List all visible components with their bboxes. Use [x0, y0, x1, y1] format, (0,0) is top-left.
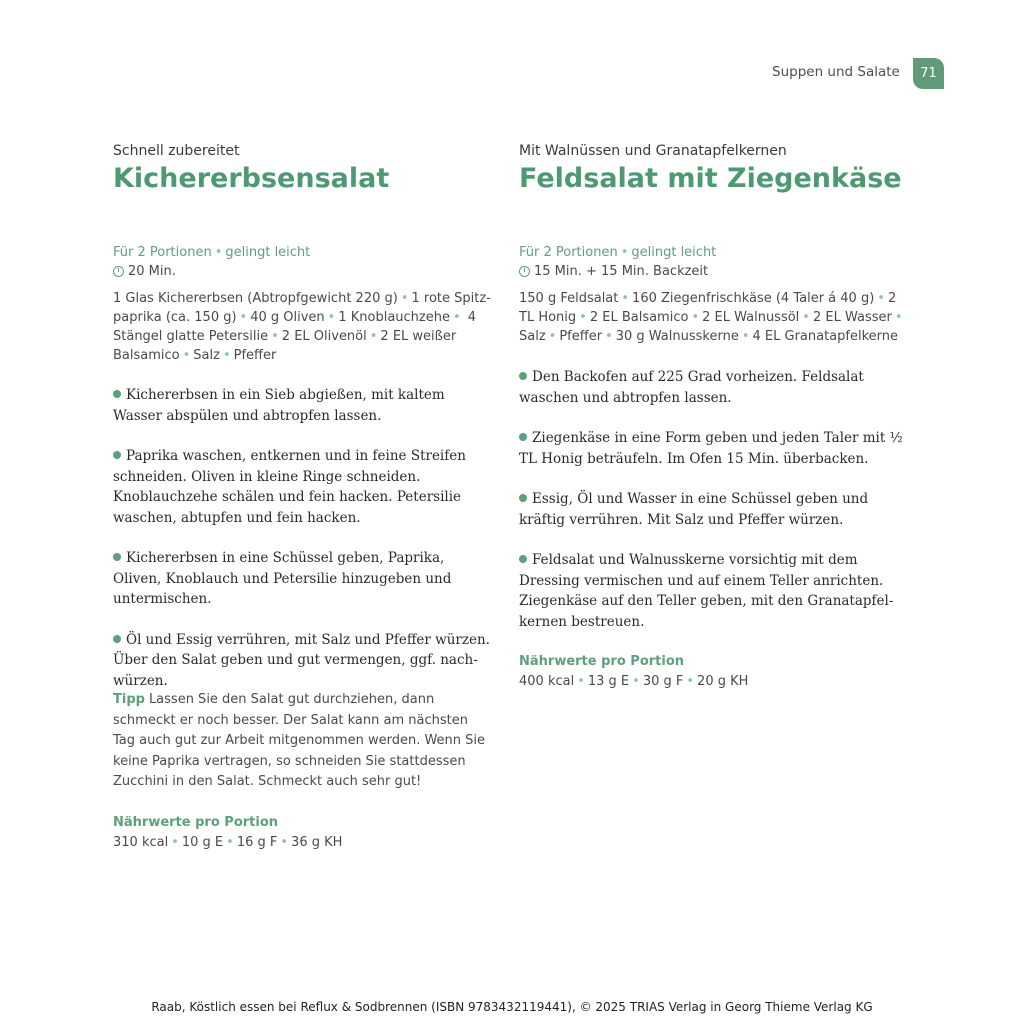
recipe-kicker: Mit Walnüssen und Granatapfelkernen: [519, 143, 787, 159]
clock-icon: [113, 266, 124, 277]
ingredient: 40 g Oliven: [250, 310, 325, 325]
ingredient: 2 EL weißer Balsamico: [113, 329, 457, 363]
separator-dot: •: [620, 245, 629, 260]
step-item: Öl und Essig verrühren, mit Salz und Pfeffer würzen. Über den Salat geben und gut vermengen, ggf. nachwürzen.: [113, 631, 490, 689]
step-item: Kichererbsen in eine Schüssel geben, Paprika, Oliven, Knoblauch und Petersilie hinzugeben und untermischen.: [113, 550, 452, 607]
ingredient: 4 Stängel glatte Petersilie: [113, 310, 477, 344]
ingredient: Salz: [193, 348, 220, 363]
recipe-feldsalat: [519, 143, 909, 689]
clock-icon: [519, 266, 530, 277]
ingredient: 4 EL Granatapfelkerne: [752, 329, 899, 344]
bullet-icon: [519, 372, 527, 380]
ingredient: Pfeffer: [559, 329, 603, 344]
ingredient: 1 Knoblauchzehe: [338, 310, 450, 325]
recipe-title: Kichererbsensalat: [113, 163, 390, 194]
bullet-icon: [113, 553, 121, 561]
difficulty-label: gelingt leicht: [225, 245, 311, 260]
ingredient: 2 EL Olivenöl: [281, 329, 367, 344]
copyright-footer: Raab, Köstlich essen bei Reflux & Sodbrennen (ISBN 9783432119441), © 2025 TRIAS Verlag in Georg Thieme Verlag KG: [151, 1000, 873, 1014]
bullet-icon: [113, 635, 121, 643]
bullet-icon: [519, 433, 527, 441]
tip-label: Tipp: [113, 692, 145, 707]
recipe-kicker: Schnell zubereitet: [113, 143, 240, 159]
ingredients-list: 150 g Feldsalat • 160 Ziegenfrischkäse (4 Taler á 40 g) • 2 TL Honig • 2 EL Balsamico • 2 EL Walnussöl • 2 EL Wasser • Salz • Pfeffer • 30 g Walnusskerne • 4 EL Granatapfelkerne: [519, 291, 903, 344]
steps-list: [113, 385, 493, 711]
bullet-icon: [113, 390, 121, 398]
steps-list: [519, 367, 909, 652]
nutrition-heading: Nährwerte pro Portion: [519, 654, 685, 669]
bullet-icon: [113, 451, 121, 459]
difficulty-label: gelingt leicht: [631, 245, 717, 260]
time-label: 20 Min.: [128, 264, 176, 279]
tip-text: Lassen Sie den Salat gut durchziehen, dann schmeckt er noch besser. Der Salat kann am nächsten Tag auch gut zur Arbeit mitgenommen werden. Wenn Sie keine Paprika vertragen, so schneiden Sie stattdessen Zucchini in den Salat. Schmeckt auch sehr gut!: [113, 692, 486, 789]
step-item: Paprika waschen, entkernen und in feine Streifen schneiden. Oliven in kleine Ringe schneiden. Knoblauchzehe schälen und fein hacken. Petersilie waschen, abtupfen und fein hacken.: [113, 448, 466, 526]
separator-dot: •: [214, 245, 223, 260]
portions-label: Für 2 Portionen: [519, 245, 618, 260]
nutrition-values: 400 kcal • 13 g E • 30 g F • 20 g KH: [519, 674, 749, 689]
ingredient: 2 TL Honig: [519, 291, 897, 325]
step-item: Feldsalat und Walnusskerne vorsichtig mit dem Dressing vermischen und auf einem Teller anrichten. Ziegenkäse auf den Teller geben, mit den Granatapfelkernen bestreuen.: [519, 552, 894, 630]
ingredient: 1 rote Spitzpaprika (ca. 150 g): [113, 291, 491, 325]
portions-label: Für 2 Portionen: [113, 245, 212, 260]
nutrition-info: [519, 652, 748, 692]
ingredient: 150 g Feldsalat: [519, 291, 619, 306]
step-item: Essig, Öl und Wasser in eine Schüssel geben und kräftig verrühren. Mit Salz und Pfeffer würzen.: [519, 491, 869, 528]
bullet-icon: [519, 494, 527, 502]
page-number-badge: 71: [913, 58, 944, 89]
recipe-meta: [519, 243, 716, 281]
nutrition-heading: Nährwerte pro Portion: [113, 815, 279, 830]
step-item: Ziegenkäse in eine Form geben und jeden Taler mit ½ TL Honig beträufeln. Im Ofen 15 Min. überbacken.: [519, 430, 903, 467]
ingredients-list: 1 Glas Kichererbsen (Abtropfgewicht 220 g) • 1 rote Spitzpaprika (ca. 150 g) • 40 g Oliven • 1 Knoblauchzehe • 4 Stängel glatte Petersilie • 2 EL Olivenöl • 2 EL weißer Balsamico • Salz • Pfeffer: [113, 291, 491, 363]
ingredient: 1 Glas Kichererbsen (Abtropfgewicht 220 g): [113, 291, 398, 306]
step-item: Den Backofen auf 225 Grad vorheizen. Feldsalat waschen und abtropfen lassen.: [519, 369, 864, 406]
nutrition-values: 310 kcal • 10 g E • 16 g F • 36 g KH: [113, 835, 343, 850]
ingredient: Salz: [519, 329, 546, 344]
ingredient: 2 EL Balsamico: [589, 310, 689, 325]
recipe-meta: [113, 243, 310, 281]
ingredient: 2 EL Walnussöl: [702, 310, 800, 325]
nutrition-info: [113, 813, 342, 853]
bullet-icon: [519, 555, 527, 563]
recipe-kichererbsensalat: [113, 143, 493, 850]
ingredient: 160 Ziegenfrischkäse (4 Taler á 40 g): [632, 291, 875, 306]
section-title: Suppen und Salate: [772, 64, 900, 80]
tip-box: [113, 690, 493, 793]
ingredient: 30 g Walnusskerne: [615, 329, 739, 344]
time-label: 15 Min. + 15 Min. Backzeit: [534, 264, 709, 279]
recipe-title: Feldsalat mit Ziegenkäse: [519, 163, 902, 194]
ingredient: Pfeffer: [233, 348, 277, 363]
ingredient: 2 EL Wasser: [812, 310, 892, 325]
step-item: Kichererbsen in ein Sieb abgießen, mit kaltem Wasser abspülen und abtropfen lassen.: [113, 387, 445, 424]
